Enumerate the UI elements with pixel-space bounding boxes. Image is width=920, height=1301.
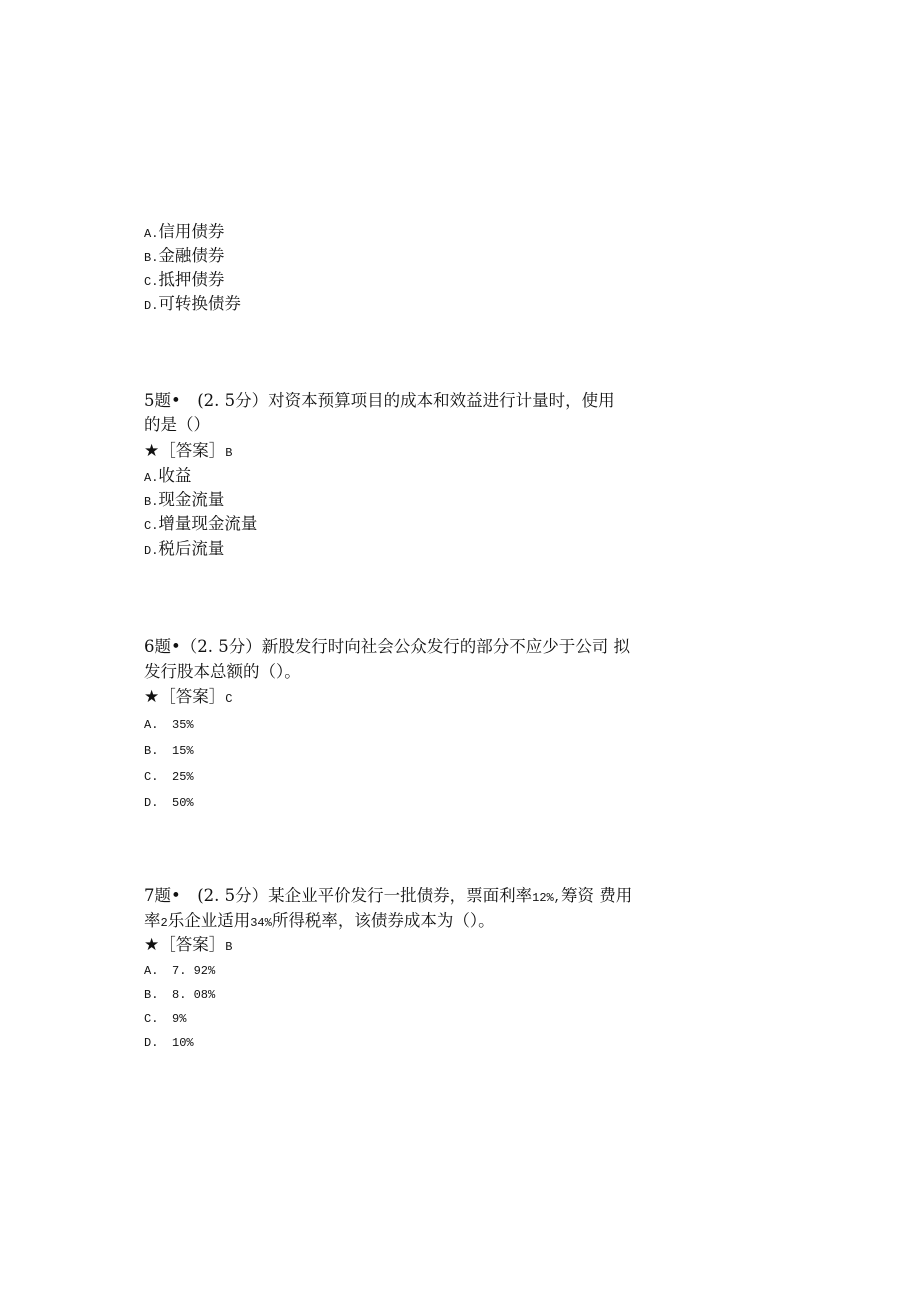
option-letter: B. [144, 251, 159, 265]
q5-option-c [144, 513, 257, 537]
answer-label: ［答案］ [159, 935, 226, 954]
answer-letter: C [225, 692, 233, 706]
option-letter: D. [144, 1036, 159, 1050]
option-value: 8. 08% [172, 988, 216, 1002]
q5-text-line2: 的是（） [144, 415, 210, 434]
option-text: 抵押债券 [158, 270, 225, 289]
option-letter: D. [144, 796, 159, 810]
q5-option-d [144, 538, 224, 562]
option-text: 现金流量 [158, 490, 225, 509]
q5-answer [144, 440, 232, 464]
q4-option-b [144, 245, 224, 269]
q6-option-c [144, 764, 194, 788]
q6-text-line1: 6题•（2. 5分）新股发行时向社会公众发行的部分不应少于公司 拟 [144, 637, 630, 656]
q7-option-a [144, 958, 215, 982]
q6-answer [144, 686, 232, 710]
q6-option-b [144, 738, 194, 762]
q7-text-part: 7题• (2. 5分）某企业平价发行一批债券，票面利率 [144, 886, 533, 905]
option-letter: A. [144, 964, 159, 978]
option-letter: C. [144, 1012, 159, 1026]
q7-rate: 12%, [532, 891, 561, 905]
option-value: 10% [172, 1036, 194, 1050]
option-letter: B. [144, 988, 159, 1002]
q7-option-c [144, 1006, 186, 1030]
option-value: 35% [172, 718, 194, 732]
option-letter: A. [144, 471, 159, 485]
option-letter: D. [144, 299, 159, 313]
option-letter: C. [144, 770, 159, 784]
q7-tax: 34% [250, 916, 272, 930]
q7-fee: 2 [160, 916, 168, 930]
q5-option-b [144, 489, 224, 513]
q5-text-line1: 5题• (2. 5分）对资本预算项目的成本和效益进行计量时，使用 [144, 391, 615, 410]
q4-option-c [144, 269, 224, 293]
option-value: 7. 92% [172, 964, 216, 978]
option-value: 9% [172, 1012, 187, 1026]
option-text: 增量现金流量 [158, 514, 258, 533]
q4-option-d [144, 293, 241, 317]
option-value: 25% [172, 770, 194, 784]
answer-letter: B [225, 446, 233, 460]
q7-option-d [144, 1030, 194, 1054]
q4-option-a [144, 221, 224, 245]
q7-text-part: 所得税率，该债券成本为（）。 [271, 911, 495, 930]
q6-option-a [144, 712, 194, 736]
star-icon: ★ [144, 935, 160, 955]
option-letter: D. [144, 544, 159, 558]
q7-text-part: 率 [144, 911, 161, 930]
option-value: 15% [172, 744, 194, 758]
answer-letter: B [225, 940, 233, 954]
option-text: 金融债券 [158, 246, 225, 265]
q6-option-d [144, 790, 194, 814]
option-text: 信用债券 [158, 222, 225, 241]
option-text: 税后流量 [158, 539, 225, 558]
option-text: 可转换债券 [158, 294, 241, 313]
q7-text-part: 乐企业适用 [167, 911, 251, 930]
q5-option-a [144, 465, 191, 489]
option-letter: A. [144, 718, 159, 732]
q7-option-b [144, 982, 215, 1006]
q6-text-line2: 发行股本总额的（）。 [144, 662, 301, 681]
answer-label: ［答案］ [159, 441, 226, 460]
option-letter: C. [144, 275, 159, 289]
q7-answer [144, 934, 232, 958]
q7-text-line2 [144, 909, 495, 935]
star-icon: ★ [144, 441, 160, 461]
option-letter: C. [144, 519, 159, 533]
option-letter: A. [144, 227, 159, 241]
q7-text-part: 筹资 费用 [560, 886, 633, 905]
option-letter: B. [144, 495, 159, 509]
answer-label: ［答案］ [159, 687, 226, 706]
q7-text-line1 [144, 884, 632, 910]
star-icon: ★ [144, 687, 160, 707]
option-value: 50% [172, 796, 194, 810]
option-letter: B. [144, 744, 159, 758]
option-text: 收益 [158, 466, 192, 485]
